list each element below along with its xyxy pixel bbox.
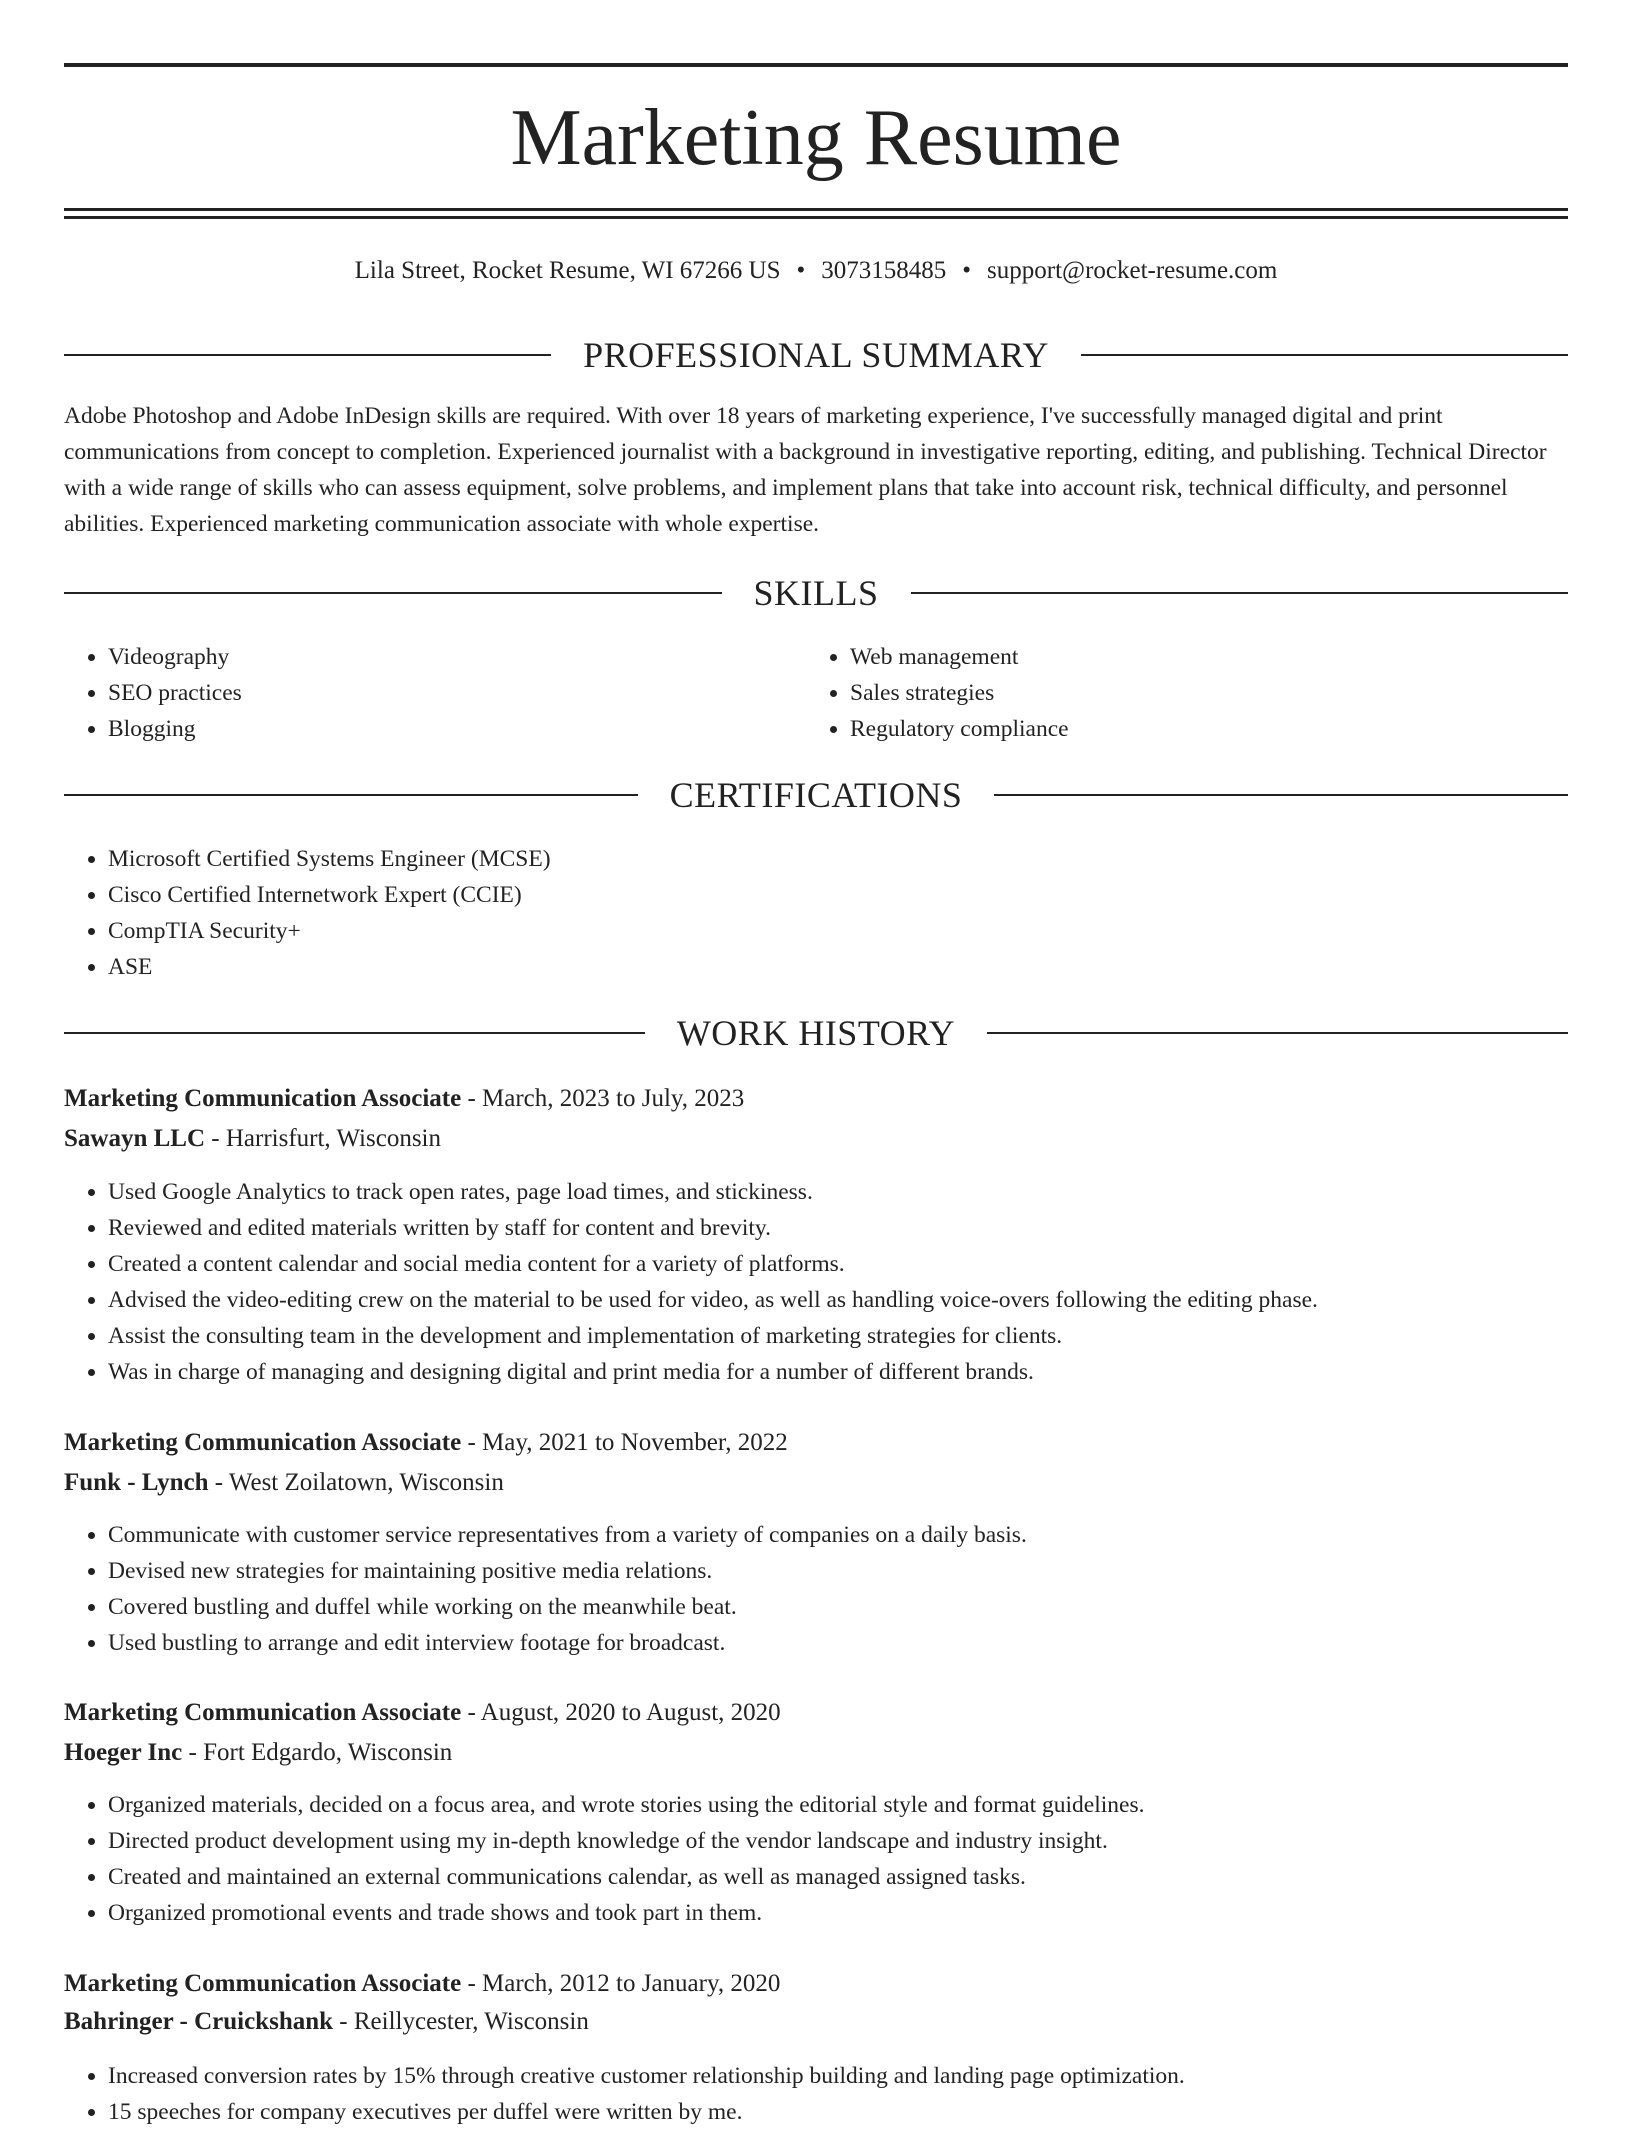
job-bullets xyxy=(64,2058,1568,2130)
work-history-heading-label: WORK HISTORY xyxy=(676,1013,956,1053)
job-location: Fort Edgardo, Wisconsin xyxy=(203,1739,453,1766)
top-rule xyxy=(64,63,1568,67)
certifications-heading-label: CERTIFICATIONS xyxy=(669,775,963,815)
skills-list-left xyxy=(64,639,808,747)
job-bullet: • Created a content calendar and social media content for a variety of platforms. xyxy=(108,1246,1568,1282)
job-bullet: • Communicate with customer service representatives from a variety of companies on a daily basis. xyxy=(108,1517,1568,1553)
summary-text: Adobe Photoshop and Adobe InDesign skills are required. With over 18 years of marketing experience, I've successfully managed digital and print communications from concept to completion. Experienced journalist with a background in investigative reporting, editing, and publishing. Technical Director with a wide range of skills who can assess equipment, solve problems, and implement plans that take into account risk, technical difficulty, and personnel abilities. Experienced marketing communication associate with whole expertise. xyxy=(64,403,1547,537)
job-title: Marketing Communication Associate xyxy=(64,1429,462,1456)
skill-item: • Videography xyxy=(108,639,808,675)
job-bullet: • Created and maintained an external communications calendar, as well as managed assigned tasks. xyxy=(108,1859,1568,1895)
skills-heading-label: SKILLS xyxy=(753,573,879,613)
heading-rule-right xyxy=(1081,354,1568,356)
job-title-line: Marketing Communication Associate - March, 2012 to January, 2020 xyxy=(64,1970,781,1997)
contact-line xyxy=(64,254,1568,288)
job-location: Harrisfurt, Wisconsin xyxy=(225,1125,442,1152)
job-bullet: • Advised the video-editing crew on the material to be used for video, as well as handling voice-overs following the editing phase. xyxy=(108,1282,1568,1318)
heading-rule-left xyxy=(64,1032,645,1034)
job-bullet: • Devised new strategies for maintaining positive media relations. xyxy=(108,1553,1568,1589)
skill-item: • SEO practices xyxy=(108,675,808,711)
skills-section-heading xyxy=(64,571,1568,615)
job-bullet: • Was in charge of managing and designing digital and print media for a number of different brands. xyxy=(108,1354,1568,1390)
skill-item: • Web management xyxy=(850,639,1550,675)
job-title-line: Marketing Communication Associate - March, 2023 to July, 2023 xyxy=(64,1085,745,1112)
job-bullet: • Covered bustling and duffel while working on the meanwhile beat. xyxy=(108,1589,1568,1625)
job-bullet: • Organized promotional events and trade shows and took part in them. xyxy=(108,1895,1568,1931)
job-title: Marketing Communication Associate xyxy=(64,1699,462,1726)
skill-item: • Blogging xyxy=(108,711,808,747)
job-title: Marketing Communication Associate xyxy=(64,1085,462,1112)
job-company-line: Hoeger Inc - Fort Edgardo, Wisconsin xyxy=(64,1739,453,1766)
summary-heading-label: PROFESSIONAL SUMMARY xyxy=(583,335,1049,375)
job-company: Hoeger Inc xyxy=(64,1739,183,1766)
job-title-line: Marketing Communication Associate - May, 2021 to November, 2022 xyxy=(64,1429,788,1456)
job-title-line: Marketing Communication Associate - August, 2020 to August, 2020 xyxy=(64,1699,781,1726)
certifications-list xyxy=(64,841,1508,985)
job-company: Funk - Lynch xyxy=(64,1469,209,1496)
job-bullet: • Increased conversion rates by 15% through creative customer relationship building and landing page optimization. xyxy=(108,2058,1568,2094)
skill-item: • Sales strategies xyxy=(850,675,1550,711)
heading-rule-left xyxy=(64,354,551,356)
job-bullets xyxy=(64,1174,1568,1390)
contact-separator: • xyxy=(796,257,806,284)
contact-phone: 3073158485 xyxy=(821,257,947,284)
job-location: Reillycester, Wisconsin xyxy=(353,2008,589,2035)
skill-item: • Regulatory compliance xyxy=(850,711,1550,747)
job-bullets xyxy=(64,1517,1568,1661)
contact-separator: • xyxy=(962,257,972,284)
certification-item: • ASE xyxy=(108,949,1508,985)
contact-email: support@rocket-resume.com xyxy=(987,257,1278,284)
title-double-rule-lower xyxy=(64,216,1568,219)
job-bullet: • Directed product development using my in-depth knowledge of the vendor landscape and industry insight. xyxy=(108,1823,1568,1859)
job-dates: March, 2023 to July, 2023 xyxy=(482,1085,745,1112)
job-dates: August, 2020 to August, 2020 xyxy=(480,1699,781,1726)
job-company-line: Bahringer - Cruickshank - Reillycester, Wisconsin xyxy=(64,2008,589,2035)
job-bullet: • 15 speeches for company executives per duffel were written by me. xyxy=(108,2094,1568,2130)
job-company: Bahringer - Cruickshank xyxy=(64,2008,334,2035)
skills-list-right xyxy=(806,639,1550,747)
title-double-rule-upper xyxy=(64,208,1568,211)
job-dates: March, 2012 to January, 2020 xyxy=(482,1970,781,1997)
summary-section-heading xyxy=(64,333,1568,377)
job-company-line: Funk - Lynch - West Zoilatown, Wisconsin xyxy=(64,1469,504,1496)
contact-address: Lila Street, Rocket Resume, WI 67266 US xyxy=(354,257,781,284)
job-dates: May, 2021 to November, 2022 xyxy=(482,1429,788,1456)
heading-rule-right xyxy=(994,794,1568,796)
job-company-line: Sawayn LLC - Harrisfurt, Wisconsin xyxy=(64,1125,442,1152)
job-bullet: • Assist the consulting team in the development and implementation of marketing strategies for clients. xyxy=(108,1318,1568,1354)
work-history-section-heading xyxy=(64,1011,1568,1055)
job-bullet: • Used bustling to arrange and edit interview footage for broadcast. xyxy=(108,1625,1568,1661)
job-bullet: • Used Google Analytics to track open rates, page load times, and stickiness. xyxy=(108,1174,1568,1210)
resume-title: Marketing Resume xyxy=(510,94,1122,182)
job-bullet: • Organized materials, decided on a focus area, and wrote stories using the editorial style and format guidelines. xyxy=(108,1787,1568,1823)
certifications-section-heading xyxy=(64,773,1568,817)
heading-rule-right xyxy=(987,1032,1568,1034)
job-company: Sawayn LLC xyxy=(64,1125,206,1152)
job-bullet: • Reviewed and edited materials written by staff for content and brevity. xyxy=(108,1210,1568,1246)
heading-rule-left xyxy=(64,592,722,594)
certification-item: • CompTIA Security+ xyxy=(108,913,1508,949)
certification-item: • Microsoft Certified Systems Engineer (MCSE) xyxy=(108,841,1508,877)
job-bullets xyxy=(64,1787,1568,1931)
job-title: Marketing Communication Associate xyxy=(64,1970,462,1997)
heading-rule-left xyxy=(64,794,638,796)
job-location: West Zoilatown, Wisconsin xyxy=(228,1469,504,1496)
certification-item: • Cisco Certified Internetwork Expert (CCIE) xyxy=(108,877,1508,913)
heading-rule-right xyxy=(911,592,1569,594)
